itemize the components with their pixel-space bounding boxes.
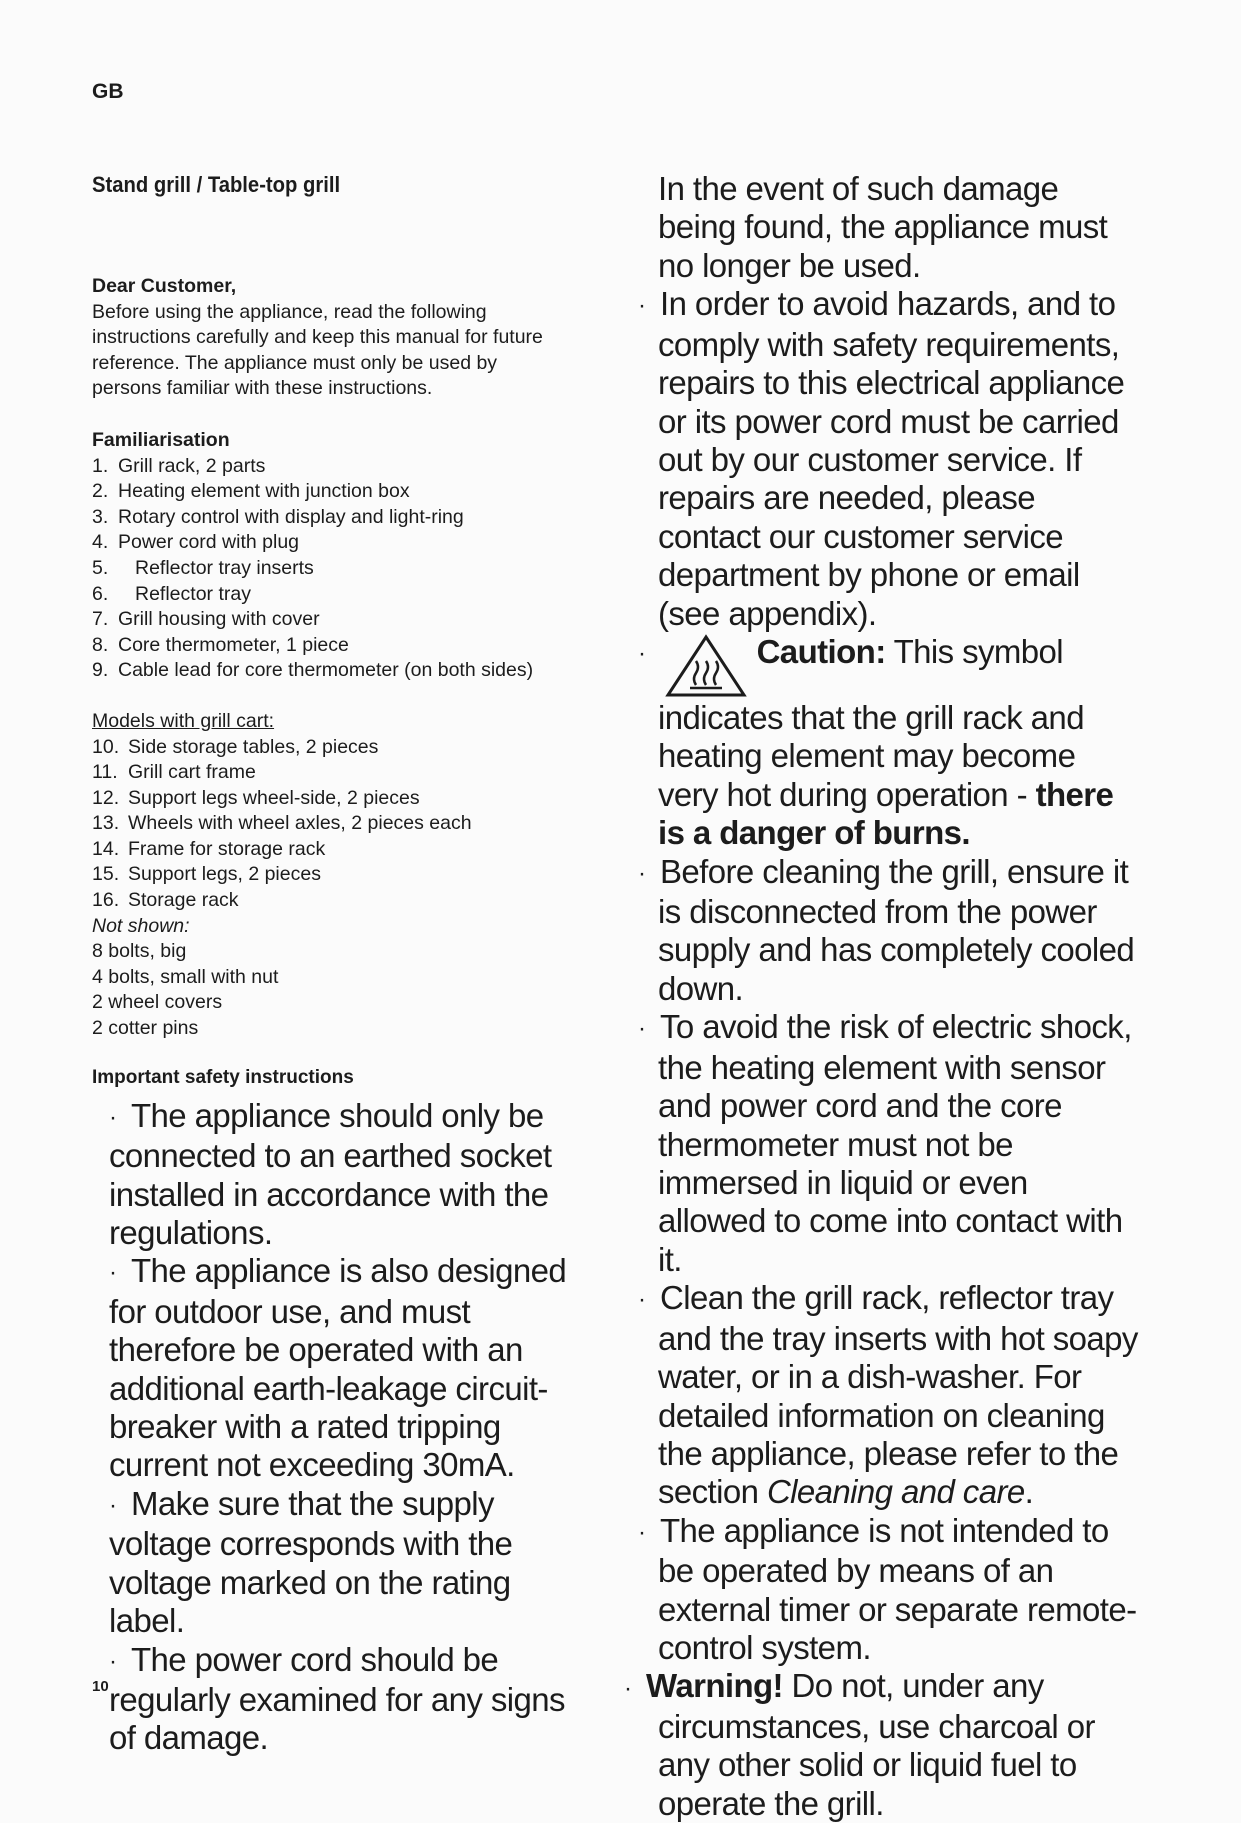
warning-label: Warning! bbox=[646, 1667, 783, 1705]
caution-item bbox=[638, 632, 1143, 853]
safety-item: · The power cord should be regularly examined for any signs of damage. bbox=[109, 1640, 565, 1757]
list-item: 9. Cable lead for core thermometer (on both sides) bbox=[92, 659, 534, 682]
list-item: 5. Reflector tray inserts bbox=[92, 556, 314, 579]
bullet-icon: · bbox=[624, 1674, 632, 1702]
list-item: 4. Power cord with plug bbox=[92, 531, 300, 554]
language-code: GB bbox=[92, 80, 124, 103]
list-item: 1. Grill rack, 2 parts bbox=[92, 454, 266, 477]
not-shown-item: 8 bolts, big bbox=[92, 940, 187, 963]
caution-bold-text: there is a danger of burns. bbox=[658, 775, 1114, 852]
list-item: 3. Rotary control with display and light-ring bbox=[92, 505, 464, 528]
safety-list bbox=[109, 1097, 589, 1758]
not-shown-item: 2 wheel covers bbox=[92, 991, 223, 1014]
bullet-icon: · bbox=[638, 859, 646, 887]
safety-item: · Before cleaning the grill, ensure it is disconnected from the power supply and has completely cooled down. bbox=[638, 852, 1135, 1007]
bullet-icon: · bbox=[109, 1491, 117, 1519]
warning-text: Do not, under any circumstances, use charcoal or any other solid or liquid fuel to operate the grill. bbox=[658, 1667, 1095, 1822]
page-number: 10 bbox=[92, 1678, 109, 1695]
continued-paragraph: In the event of such damage being found, the appliance must no longer be used. bbox=[658, 170, 1108, 284]
safety-item: · To avoid the risk of electric shock, the heating element with sensor and power cord and the core thermometer must not be immersed in liquid or even allowed to come into contact with it. bbox=[638, 1008, 1132, 1278]
list-item: 6. Reflector tray bbox=[92, 582, 251, 605]
safety-item: · The appliance should only be connected to an earthed socket installed in accordance with the regulations. bbox=[109, 1096, 552, 1251]
right-column bbox=[624, 170, 1143, 1823]
list-item: 14. Frame for storage rack bbox=[92, 837, 326, 860]
bullet-icon: · bbox=[638, 1015, 646, 1043]
not-shown-item: 2 cotter pins bbox=[92, 1017, 199, 1040]
intro-paragraph: Before using the appliance, read the following instructions carefully and keep this manual for future reference. The appliance must only be used by persons familiar with these instructions. bbox=[92, 300, 543, 400]
cart-parts-list bbox=[92, 735, 612, 914]
list-item: 8. Core thermometer, 1 piece bbox=[92, 633, 349, 656]
left-column bbox=[92, 172, 612, 1758]
list-item: 2. Heating element with junction box bbox=[92, 480, 410, 503]
safety-item: · Make sure that the supply voltage corresponds with the voltage marked on the rating label. bbox=[109, 1484, 513, 1640]
list-item: 7. Grill housing with cover bbox=[92, 608, 320, 631]
familiarisation-heading: Familiarisation bbox=[92, 428, 230, 451]
warning-item bbox=[624, 1667, 1143, 1823]
parts-list bbox=[92, 454, 612, 684]
not-shown-item: 4 bolts, small with nut bbox=[92, 965, 279, 988]
safety-item: · The appliance is not intended to be operated by means of an external timer or separate remote-control system. bbox=[638, 1511, 1137, 1667]
greeting: Dear Customer, bbox=[92, 275, 237, 297]
list-item: 13. Wheels with wheel axles, 2 pieces each bbox=[92, 812, 472, 835]
caution-label: Caution: bbox=[756, 632, 886, 670]
list-item: 15. Support legs, 2 pieces bbox=[92, 863, 321, 886]
models-heading: Models with grill cart: bbox=[92, 709, 275, 732]
cleaning-section-ref: Cleaning and care bbox=[766, 1473, 1025, 1511]
safety-heading: Important safety instructions bbox=[92, 1066, 354, 1088]
safety-item: · Clean the grill rack, reflector tray and the tray inserts with hot soapy water, or in a dish-washer. For detailed information on cleaning the appliance, please refer to the section Cleaning and care. bbox=[638, 1279, 1138, 1511]
list-item: 10. Side storage tables, 2 pieces bbox=[92, 735, 379, 758]
bullet-icon: · bbox=[638, 1286, 646, 1314]
list-item: 11. Grill cart frame bbox=[92, 761, 256, 784]
bullet-icon: · bbox=[638, 640, 646, 668]
bullet-icon: · bbox=[638, 292, 646, 320]
not-shown-label: Not shown: bbox=[92, 914, 190, 937]
page-title: Stand grill / Table-top grill bbox=[92, 172, 341, 197]
bullet-icon: · bbox=[109, 1647, 117, 1675]
hot-surface-warning-icon bbox=[664, 633, 748, 699]
list-item: 16. Storage rack bbox=[92, 889, 239, 912]
bullet-icon: · bbox=[638, 1518, 646, 1546]
safety-item: · The appliance is also designed for outdoor use, and must therefore be operated with an additional earth-leakage circuit-breaker with a rated tripping current not exceeding 30mA. bbox=[109, 1252, 567, 1484]
caution-text: This symbol indicates that the grill rack and heating element may become very hot during operation - bbox=[658, 632, 1084, 813]
bullet-icon: · bbox=[109, 1259, 117, 1287]
safety-item: · In order to avoid hazards, and to comply with safety requirements, repairs to this electrical appliance or its power cord must be carried out by our customer service. If repairs are needed, please contact our customer service department by phone or email (see appendix). bbox=[638, 285, 1125, 632]
list-item: 12. Support legs wheel-side, 2 pieces bbox=[92, 786, 420, 809]
bullet-icon: · bbox=[109, 1103, 117, 1131]
